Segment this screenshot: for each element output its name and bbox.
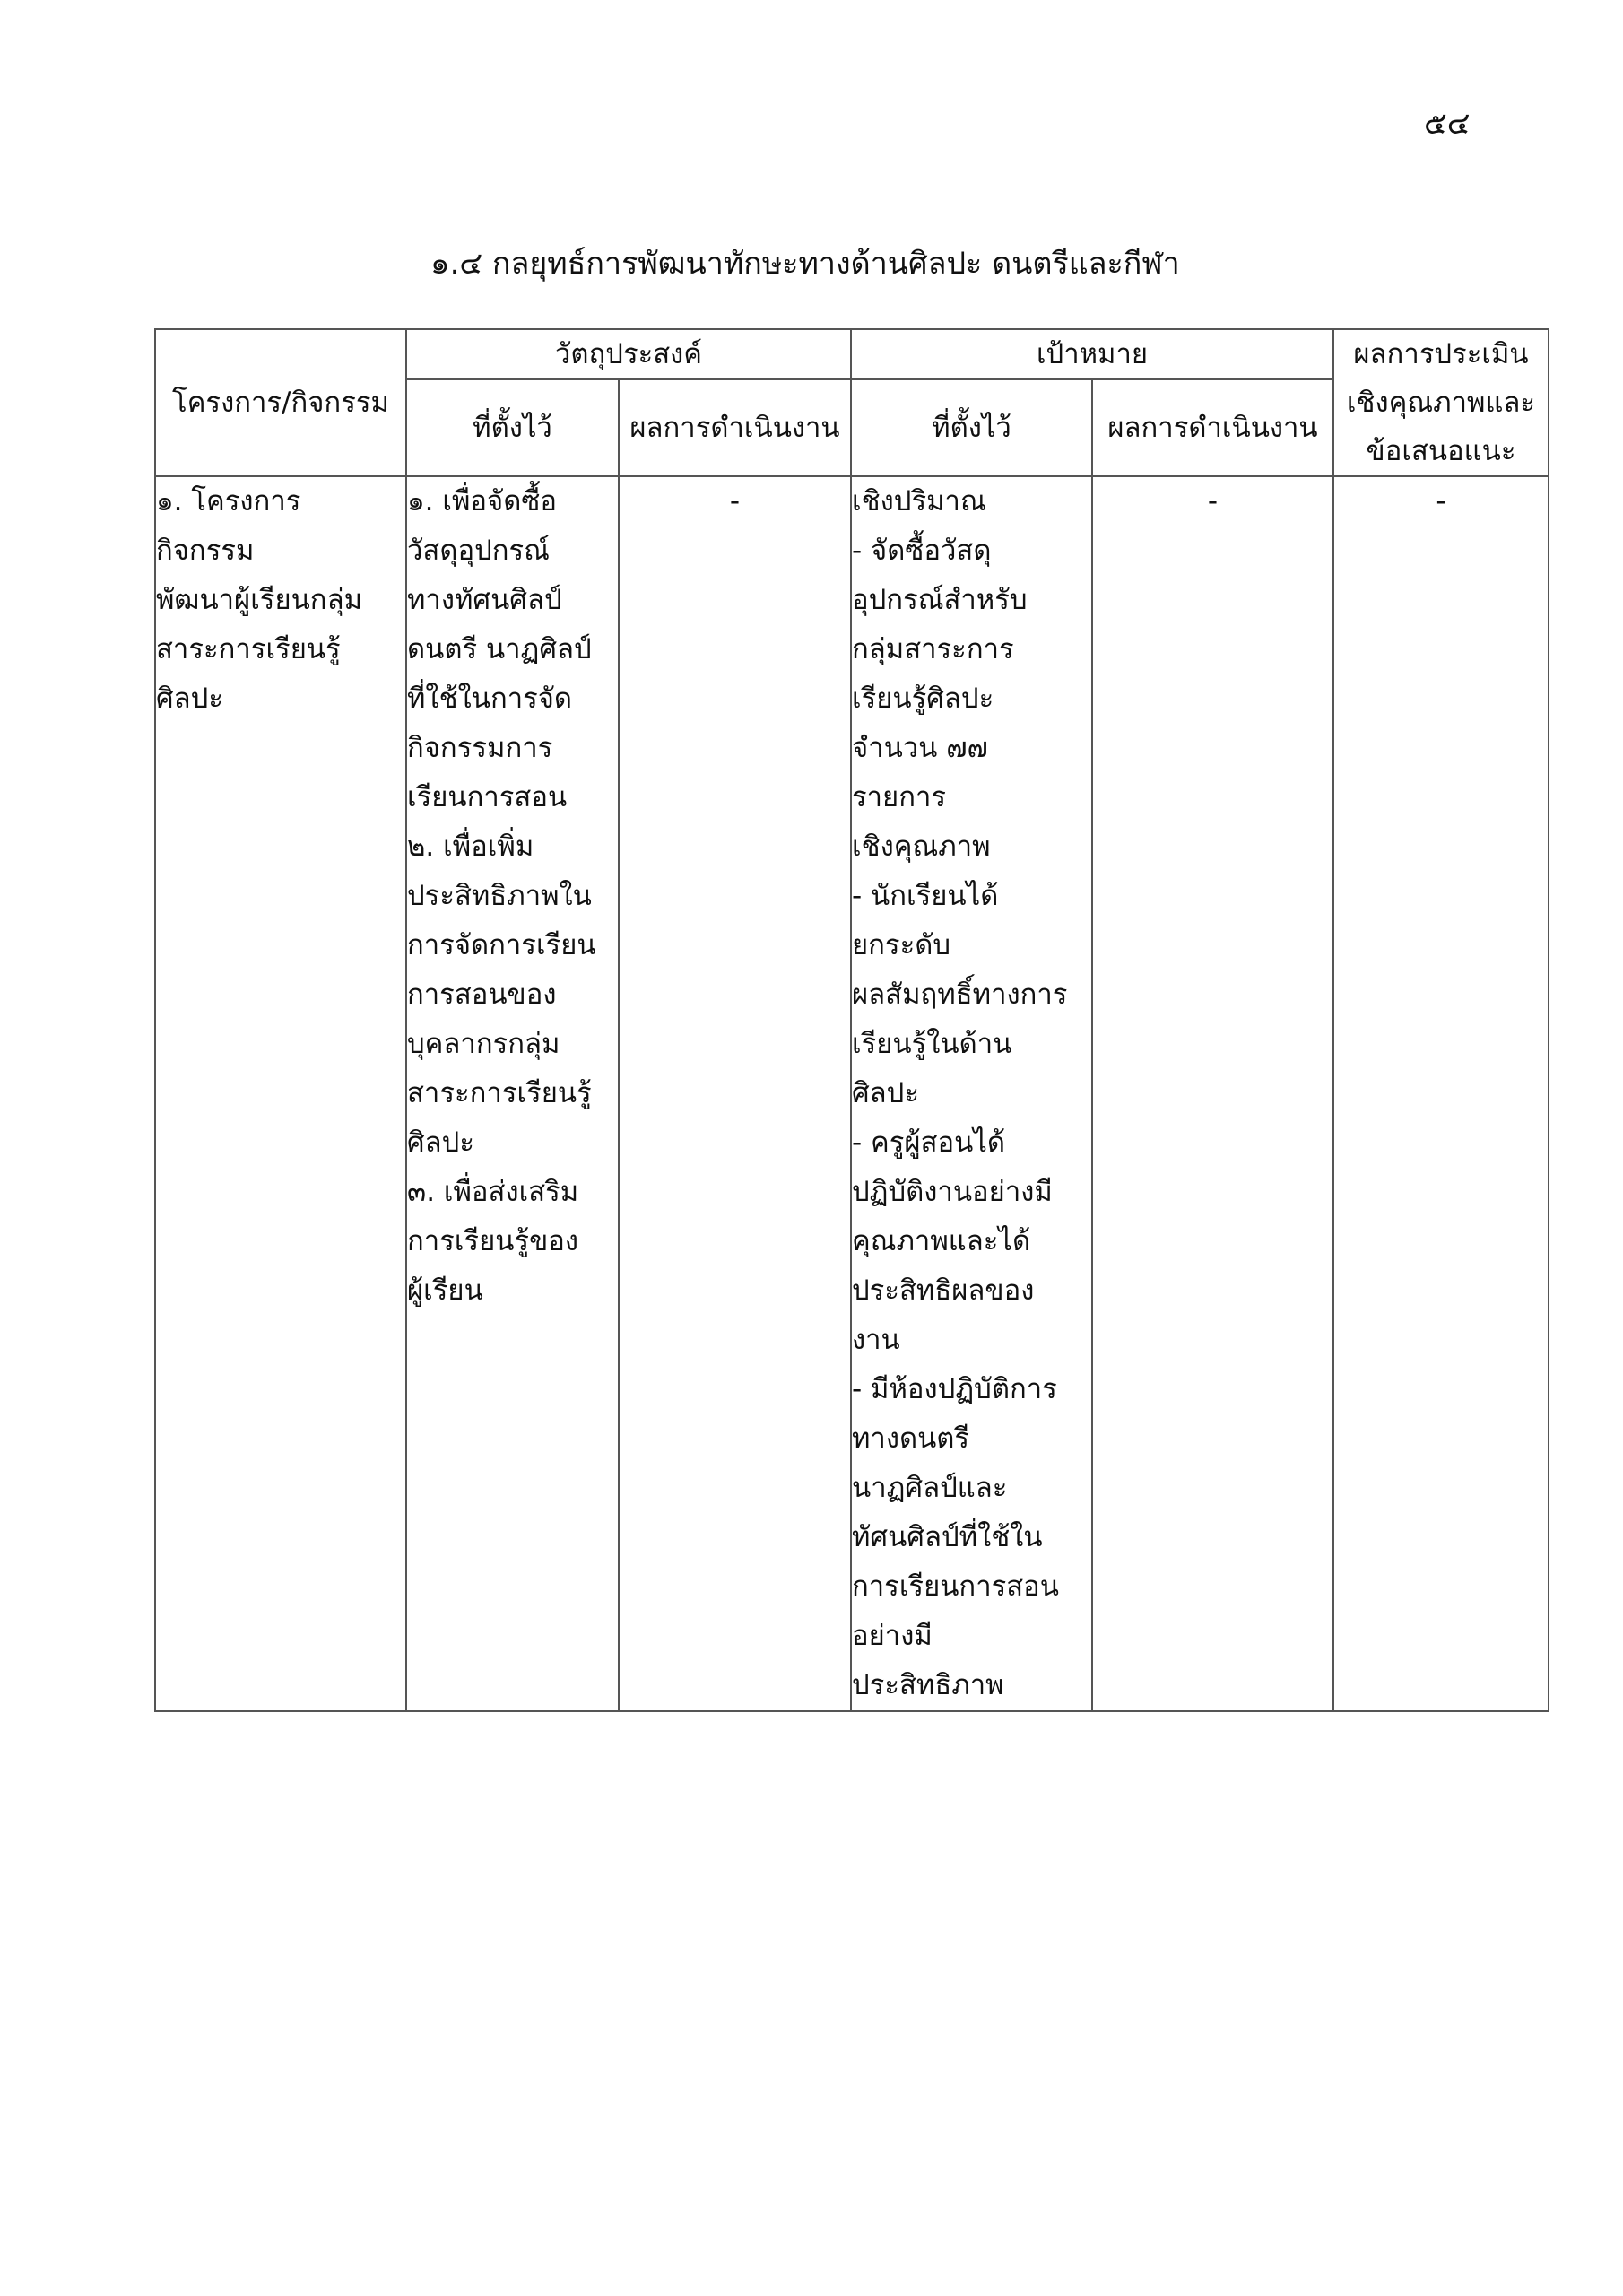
cell-line: เชิงคุณภาพ <box>852 831 991 863</box>
cell-line: การสอนของ <box>407 978 557 1011</box>
cell-line: ผู้เรียน <box>407 1274 483 1307</box>
cell-line: อุปกรณ์สำหรับ <box>852 584 1028 616</box>
header-objective-set: ที่ตั้งไว้ <box>406 379 619 476</box>
cell-line: งาน <box>852 1324 900 1356</box>
target-result-cell: - <box>1092 476 1333 1711</box>
cell-line: บุคลากรกลุ่ม <box>407 1028 560 1060</box>
header-target: เป้าหมาย <box>851 329 1333 379</box>
cell-line: การจัดการเรียน <box>407 929 596 961</box>
cell-line: - ครูผู้สอนได้ <box>852 1126 1006 1159</box>
cell-line: รายการ <box>852 781 947 813</box>
cell-line: พัฒนาผู้เรียนกลุ่ม <box>156 584 363 616</box>
cell-line: - จัดซื้อวัสดุ <box>852 535 992 567</box>
evaluation-cell: - <box>1333 476 1549 1711</box>
cell-line: จำนวน ๗๗ <box>852 732 988 764</box>
header-evaluation-line: ข้อเสนอแนะ <box>1366 435 1516 467</box>
section-title: ๑.๔ กลยุทธ์การพัฒนาทักษะทางด้านศิลปะ ดนตรีและกีฬา <box>430 246 1180 282</box>
cell-line: ๑. โครงการ <box>156 485 301 517</box>
cell-line: ดนตรี นาฏศิลป์ <box>407 633 592 665</box>
cell-line: ทางดนตรี <box>852 1422 970 1455</box>
header-row-group <box>155 329 1549 379</box>
cell-line: เรียนรู้ศิลปะ <box>852 683 994 715</box>
cell-line: - นักเรียนได้ <box>852 880 999 912</box>
header-evaluation <box>1333 329 1549 476</box>
cell-line: เรียนการสอน <box>407 781 568 813</box>
target-set-cell <box>851 476 1092 1711</box>
cell-line: ประสิทธิภาพใน <box>407 880 592 912</box>
cell-line: ศิลปะ <box>852 1077 920 1109</box>
cell-line: การเรียนการสอน <box>852 1570 1059 1603</box>
header-project: โครงการ/กิจกรรม <box>155 329 406 476</box>
cell-line: คุณภาพและได้ <box>852 1225 1031 1257</box>
cell-line: - มีห้องปฏิบัติการ <box>852 1373 1057 1405</box>
cell-line: ๓. เพื่อส่งเสริม <box>407 1176 579 1208</box>
header-objective-result: ผลการดำเนินงาน <box>619 379 851 476</box>
header-evaluation-line: ผลการประเมิน <box>1353 338 1529 370</box>
cell-line: ปฏิบัติงานอย่างมี <box>852 1176 1053 1208</box>
cell-line: ทัศนศิลป์ที่ใช้ใน <box>852 1521 1043 1553</box>
strategy-table <box>154 328 1549 1712</box>
objective-set-cell <box>406 476 619 1711</box>
cell-line: ยกระดับ <box>852 929 951 961</box>
table-row <box>155 476 1549 1711</box>
header-evaluation-line: เชิงคุณภาพและ <box>1346 387 1536 419</box>
header-target-set: ที่ตั้งไว้ <box>851 379 1092 476</box>
cell-line: ศิลปะ <box>156 683 224 715</box>
cell-line: ที่ใช้ในการจัด <box>407 683 573 715</box>
cell-line: นาฏศิลป์และ <box>852 1472 1008 1504</box>
cell-line: อย่างมี <box>852 1620 933 1652</box>
cell-line: กิจกรรมการ <box>407 732 553 764</box>
cell-line: กลุ่มสาระการ <box>852 633 1014 665</box>
cell-line: การเรียนรู้ของ <box>407 1225 579 1257</box>
page-number: ๕๔ <box>1424 106 1471 142</box>
cell-line: สาระการเรียนรู้ <box>156 633 341 665</box>
project-cell <box>155 476 406 1711</box>
cell-line: ๑. เพื่อจัดซื้อ <box>407 485 557 517</box>
cell-line: เชิงปริมาณ <box>852 485 986 517</box>
cell-line: ผลสัมฤทธิ์ทางการ <box>852 978 1068 1011</box>
header-objective: วัตถุประสงค์ <box>406 329 851 379</box>
cell-line: เรียนรู้ในด้าน <box>852 1028 1012 1060</box>
cell-line: สาระการเรียนรู้ <box>407 1077 592 1109</box>
cell-line: กิจกรรม <box>156 535 255 567</box>
cell-line: ประสิทธิภาพ <box>852 1669 1004 1701</box>
cell-line: ประสิทธิผลของ <box>852 1274 1035 1307</box>
cell-line: วัสดุอุปกรณ์ <box>407 535 550 567</box>
objective-result-cell: - <box>619 476 851 1711</box>
cell-line: ศิลปะ <box>407 1126 475 1159</box>
cell-line: ๒. เพื่อเพิ่ม <box>407 831 534 863</box>
header-target-result: ผลการดำเนินงาน <box>1092 379 1333 476</box>
cell-line: ทางทัศนศิลป์ <box>407 584 562 616</box>
